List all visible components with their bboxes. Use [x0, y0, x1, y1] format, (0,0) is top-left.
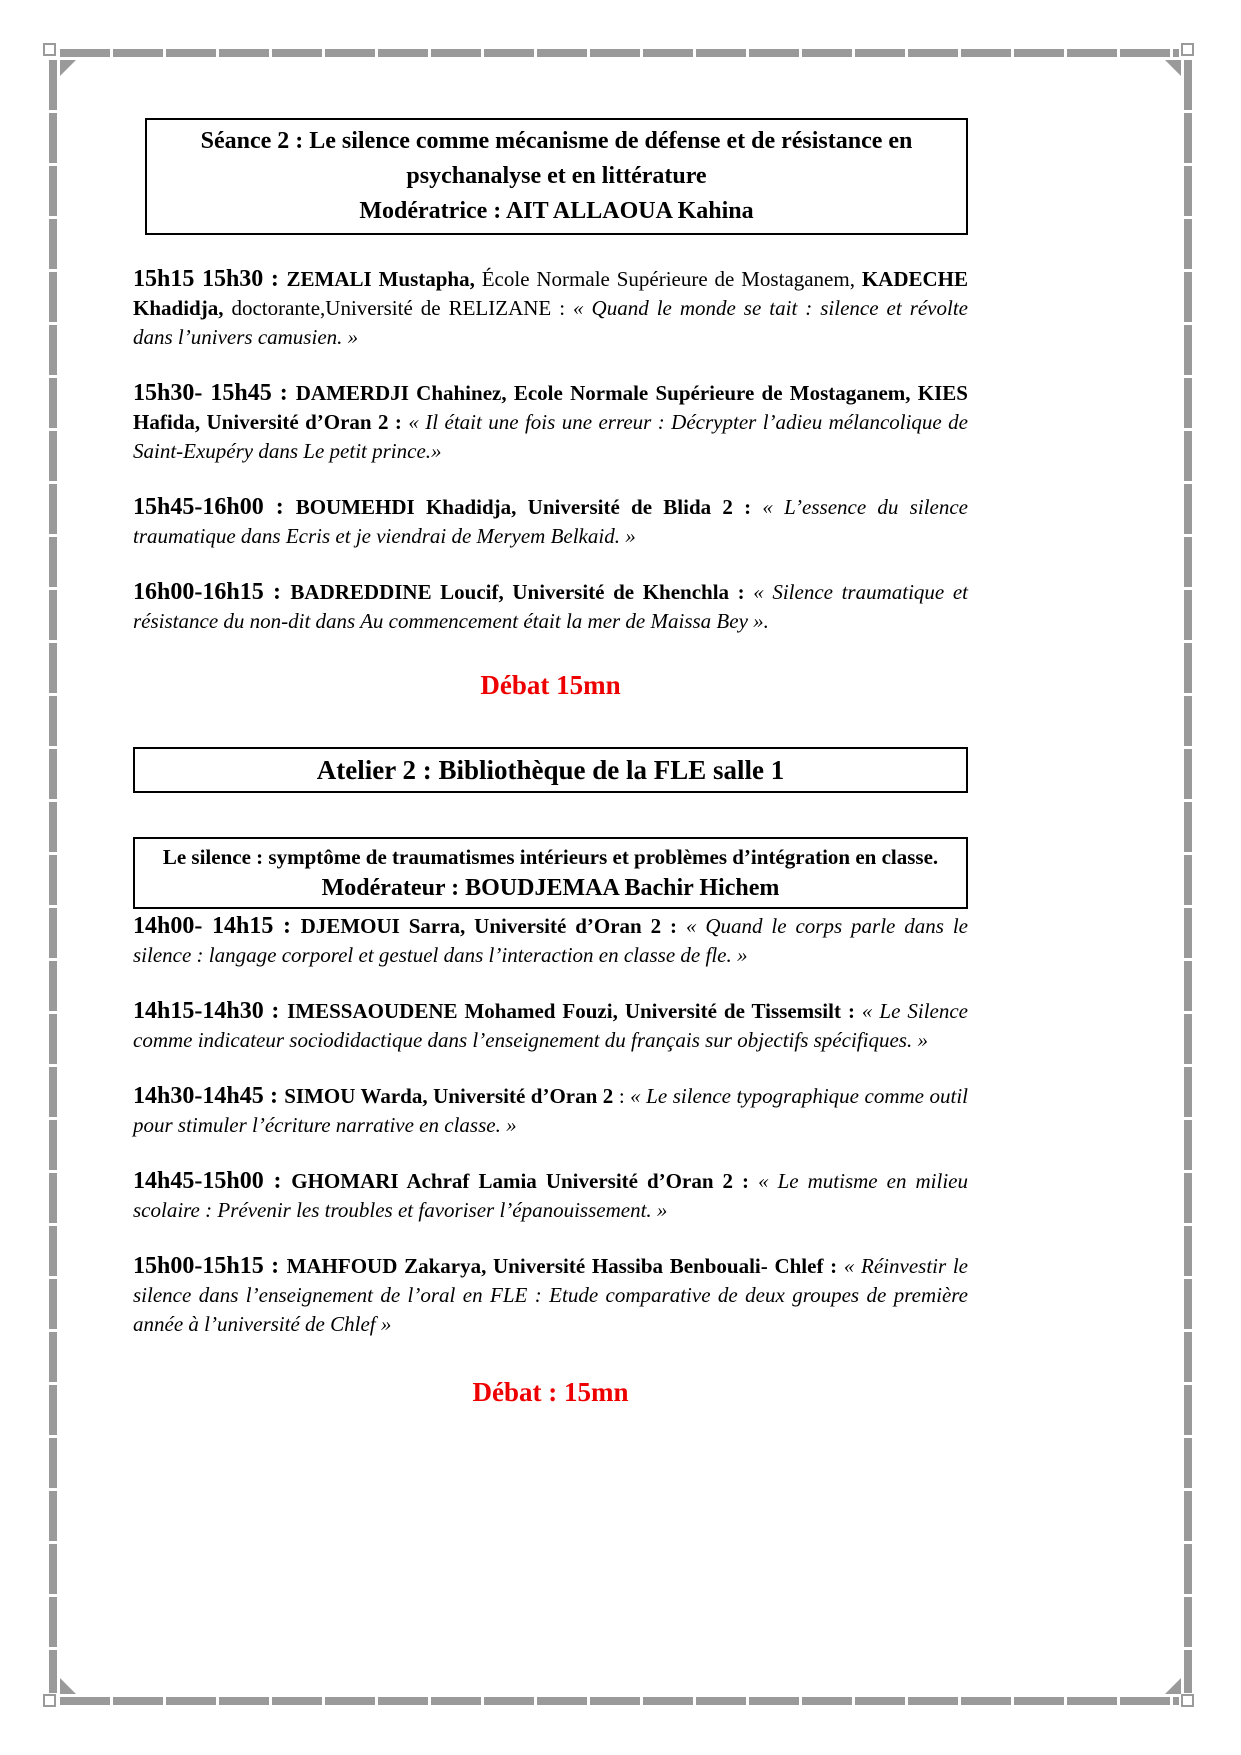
entry-time: 14h00- 14h15 : [133, 913, 301, 939]
entry-speaker-affiliation: École Normale Supérieure de Mostaganem, [481, 267, 862, 291]
border-corner-triangle [60, 1678, 76, 1694]
entry-time: 14h30-14h45 : [133, 1083, 285, 1109]
entry-speaker-affiliation: doctorante,Université de RELIZANE : [231, 296, 574, 320]
entry-paper-title: « Le mutisme en milieu scolaire : Prévenir les troubles et favoriser l’épanouissement. » [133, 1169, 968, 1222]
entry-speaker-affiliation: DAMERDJI Chahinez, Ecole Normale Supérieure de Mostaganem, KIES Hafida, Université d’Oran 2 : [133, 381, 968, 434]
atelier-moderator: Modérateur : BOUDJEMAA Bachir Hichem [321, 875, 780, 901]
border-corner-square [1181, 43, 1194, 56]
border-corner-square [1181, 1694, 1194, 1707]
entry-time: 14h15-14h30 : [133, 998, 288, 1024]
entry-speaker-affiliation: ZEMALI Mustapha, [286, 267, 482, 291]
session-entry [133, 265, 968, 352]
entry-time: 14h45-15h00 : [133, 1168, 292, 1194]
entry-paper-title: « Il était une fois une erreur : Décrypter l’adieu mélancolique de Saint-Exupéry dans Le petit prince.» [133, 410, 968, 463]
seance-title: Séance 2 : Le silence comme mécanisme de défense et de résistance en psychanalyse et en littérature [200, 128, 913, 189]
entry-time: 16h00-16h15 : [133, 579, 291, 605]
entry-speaker-affiliation: SIMOU Warda, Université d’Oran 2 [284, 1084, 619, 1108]
border-corner-triangle [60, 60, 76, 76]
entry-speaker-affiliation: MAHFOUD Zakarya, Université Hassiba Benbouali- Chlef : [286, 1254, 844, 1278]
debat-label-2: Débat : 15mn [472, 1377, 629, 1407]
entry-speaker-affiliation: DJEMOUI Sarra, Université d’Oran 2 : [300, 914, 686, 938]
page-content [133, 0, 968, 1408]
atelier-header-box [133, 747, 968, 793]
atelier-entries-list [133, 912, 968, 1339]
entry-speaker-affiliation: : [618, 1084, 631, 1108]
page-border-right [1184, 60, 1192, 1693]
entry-paper-title: « Le Silence comme indicateur sociodidactique dans l’enseignement du français sur objectifs spécifiques. » [133, 999, 968, 1052]
session-entry [133, 379, 968, 466]
border-corner-square [43, 1694, 56, 1707]
session-entry [133, 912, 968, 970]
session-entry [133, 1167, 968, 1225]
entry-paper-title: « Réinvestir le silence dans l’enseignement de l’oral en FLE : Etude comparative de deux groupes de première année à l’université de Chlef » [133, 1254, 969, 1336]
entry-time: 15h30- 15h45 : [133, 380, 296, 406]
debat-label-1: Débat 15mn [480, 670, 621, 700]
page-border-bottom [60, 1697, 1179, 1705]
session-entry [133, 997, 968, 1055]
border-corner-triangle [1165, 60, 1181, 76]
entry-time: 15h00-15h15 : [133, 1253, 287, 1279]
session-entry [133, 493, 968, 551]
entry-paper-title: « Quand le monde se tait : silence et révolte dans l’univers camusien. » [133, 296, 968, 349]
entry-speaker-affiliation: GHOMARI Achraf Lamia Université d’Oran 2 : [291, 1169, 759, 1193]
page-border-left [49, 60, 57, 1693]
entry-paper-title: « Quand le corps parle dans le silence : langage corporel et gestuel dans l’interaction en classe de fle. » [133, 914, 968, 967]
entry-speaker-affiliation: BADREDDINE Loucif, Université de Khenchla : [290, 580, 754, 604]
seance-header-box [145, 118, 968, 235]
atelier-theme: Le silence : symptôme de traumatismes intérieurs et problèmes d’intégration en classe. [162, 845, 939, 869]
session-entry [133, 578, 968, 636]
seance-entries-list [133, 265, 968, 636]
entry-speaker-affiliation: KADECHE Khadidja, [133, 267, 969, 320]
session-entry [133, 1082, 968, 1140]
entry-time: 15h15 15h30 : [133, 266, 287, 292]
entry-paper-title: « Le silence typographique comme outil pour stimuler l’écriture narrative en classe. » [133, 1084, 968, 1137]
seance-moderator: Modératrice : AIT ALLAOUA Kahina [359, 198, 754, 224]
border-corner-triangle [1165, 1678, 1181, 1694]
session-entry [133, 1252, 968, 1339]
border-corner-square [43, 43, 56, 56]
entry-speaker-affiliation: IMESSAOUDENE Mohamed Fouzi, Université de Tissemsilt : [287, 999, 862, 1023]
entry-speaker-affiliation: BOUMEHDI Khadidja, Université de Blida 2 : [295, 495, 763, 519]
atelier-title: Atelier 2 : Bibliothèque de la FLE salle 1 [316, 755, 785, 785]
entry-time: 15h45-16h00 : [133, 494, 296, 520]
entry-paper-title: « L’essence du silence traumatique dans Ecris et je viendrai de Meryem Belkaid. » [133, 495, 968, 548]
entry-paper-title: « Silence traumatique et résistance du non-dit dans Au commencement était la mer de Maissa Bey ». [133, 580, 968, 633]
atelier-theme-box [133, 837, 968, 909]
